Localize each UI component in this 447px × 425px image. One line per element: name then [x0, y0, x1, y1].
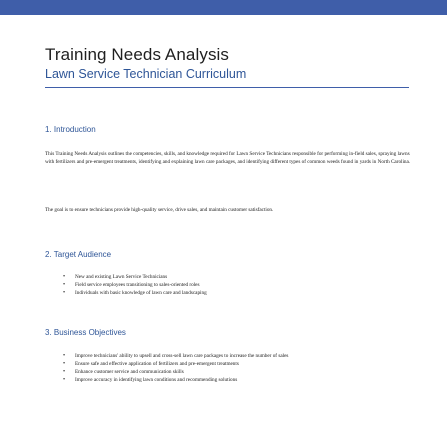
section-heading-business-objectives: 3. Business Objectives: [45, 328, 126, 337]
top-border-band: [0, 0, 447, 15]
list-item-text: Enhance customer service and communication skills: [75, 369, 184, 375]
target-audience-list: [45, 273, 415, 297]
list-item: [45, 360, 415, 368]
document-title: Training Needs Analysis: [45, 45, 230, 64]
list-item: [45, 273, 415, 281]
bullet-icon: •: [63, 353, 66, 359]
intro-paragraph-2: The goal is to ensure technicians provide high-quality service, drive sales, and maintain customer satisfaction.: [45, 207, 274, 213]
list-item: [45, 376, 415, 384]
title-divider: [45, 87, 409, 88]
list-item: [45, 352, 415, 360]
list-item: [45, 368, 415, 376]
document-subtitle: Lawn Service Technician Curriculum: [45, 67, 247, 81]
bullet-icon: •: [63, 361, 66, 367]
section-heading-target-audience: 2. Target Audience: [45, 250, 112, 259]
bullet-icon: •: [63, 290, 66, 296]
bullet-icon: •: [63, 282, 66, 288]
list-item-text: Improve accuracy in identifying lawn conditions and recommending solutions: [75, 377, 238, 383]
bullet-icon: •: [63, 377, 66, 383]
intro-paragraph-1: This Training Needs Analysis outlines the competencies, skills, and knowledge required for Lawn Service Technicians responsible for performing in-field sales, spraying lawns with fertilizers and pre-emergent treatments, identifying and explaining lawn care packages, and identifying different types of common weeds found in yards in North Carolina.: [45, 151, 411, 166]
list-item: [45, 281, 415, 289]
bullet-icon: •: [63, 369, 66, 375]
list-item-text: Individuals with basic knowledge of lawn care and landscaping: [75, 290, 207, 296]
list-item-text: Ensure safe and effective application of fertilizers and pre-emergent treatments: [75, 361, 239, 367]
section-heading-introduction: 1. Introduction: [45, 125, 96, 134]
list-item: [45, 289, 415, 297]
business-objectives-list: [45, 352, 415, 384]
list-item-text: New and existing Lawn Service Technicians: [75, 274, 168, 280]
list-item-text: Field service employees transitioning to sales-oriented roles: [75, 282, 200, 288]
list-item-text: Improve technicians' ability to upsell and cross-sell lawn care packages to increase the number of sales: [75, 353, 289, 359]
bullet-icon: •: [63, 274, 66, 280]
